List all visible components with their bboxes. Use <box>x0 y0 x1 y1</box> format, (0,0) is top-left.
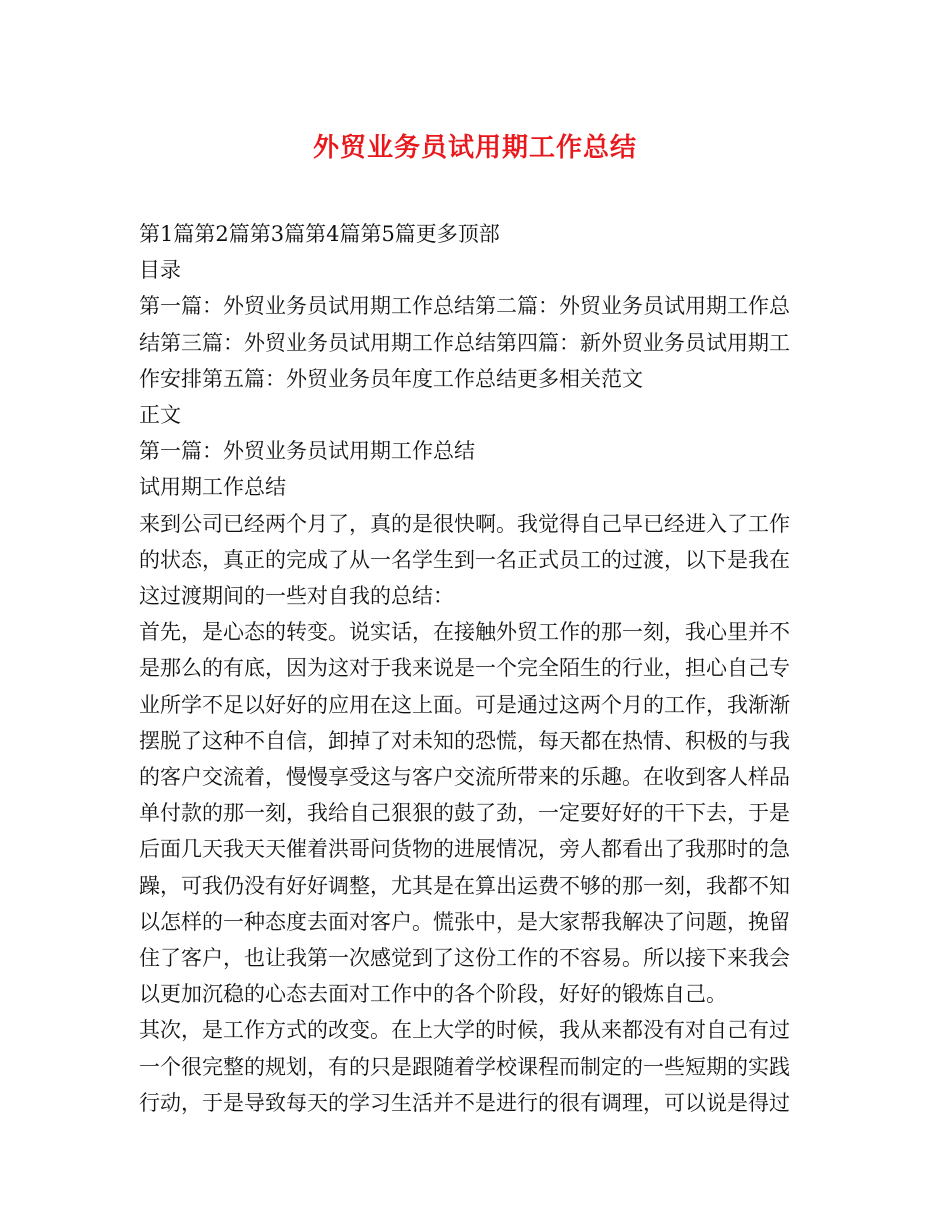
paragraph-line: 是那么的有底，因为这对于我来说是一个完全陌生的行业，担心自己专 <box>139 656 790 681</box>
paragraph-line: 一个很完整的规划，有的只是跟随着学校课程而制定的一些短期的实践 <box>139 1054 790 1079</box>
document-body <box>139 216 819 1121</box>
document-title: 外贸业务员试用期工作总结 <box>312 133 637 163</box>
paragraph-intro <box>139 506 819 615</box>
section-nav-links[interactable]: 第1篇第2篇第3篇第4篇第5篇更多顶部 <box>139 222 500 246</box>
paragraph-line: 摆脱了这种不自信，卸掉了对未知的恐慌，每天都在热情、积极的与我 <box>139 728 790 753</box>
toc-line[interactable]: 结第三篇：外贸业务员试用期工作总结第四篇：新外贸业务员试用期工 <box>139 330 790 355</box>
paragraph-line: 后面几天我天天催着洪哥问货物的进展情况，旁人都看出了我那时的急 <box>139 837 790 862</box>
paragraph-line: 单付款的那一刻，我给自己狠狠的鼓了劲，一定要好好的干下去，于是 <box>139 801 790 826</box>
paragraph-line: 首先，是心态的转变。说实话，在接触外贸工作的那一刻，我心里并不 <box>139 620 790 645</box>
chapter-title: 第一篇：外贸业务员试用期工作总结 <box>139 439 475 464</box>
toc-heading: 目录 <box>139 258 181 283</box>
toc-line[interactable]: 第一篇：外贸业务员试用期工作总结第二篇：外贸业务员试用期工作总 <box>139 294 790 319</box>
paragraph-line: 的状态，真正的完成了从一名学生到一名正式员工的过渡，以下是我在 <box>139 547 790 572</box>
body-heading: 正文 <box>139 403 181 428</box>
paragraph-line: 来到公司已经两个月了，真的是很快啊。我觉得自己早已经进入了工作 <box>139 511 790 536</box>
paragraph-line: 行动，于是导致每天的学习生活并不是进行的很有调理，可以说是得过 <box>139 1090 790 1115</box>
paragraph-work-method <box>139 1012 819 1121</box>
paragraph-line: 业所学不足以好好的应用在这上面。可是通过这两个月的工作，我渐渐 <box>139 692 790 717</box>
paragraph-line: 以怎样的一种态度去面对客户。慌张中，是大家帮我解决了问题，挽留 <box>139 909 790 934</box>
paragraph-line: 住了客户，也让我第一次感觉到了这份工作的不容易。所以接下来我会 <box>139 946 790 971</box>
paragraph-mindset <box>139 614 819 1012</box>
section-title: 试用期工作总结 <box>139 475 286 500</box>
paragraph-line: 以更加沉稳的心态去面对工作中的各个阶段，好好的锻炼自己。 <box>139 982 727 1007</box>
paragraph-line: 躁，可我仍没有好好调整，尤其是在算出运费不够的那一刻，我都不知 <box>139 873 790 898</box>
paragraph-line: 的客户交流着，慢慢享受这与客户交流所带来的乐趣。在收到客人样品 <box>139 765 790 790</box>
paragraph-line: 这过渡期间的一些对自我的总结： <box>139 584 454 609</box>
table-of-contents <box>139 288 819 397</box>
toc-line[interactable]: 作安排第五篇：外贸业务员年度工作总结更多相关范文 <box>139 366 643 391</box>
paragraph-line: 其次，是工作方式的改变。在上大学的时候，我从来都没有对自己有过 <box>139 1018 790 1043</box>
